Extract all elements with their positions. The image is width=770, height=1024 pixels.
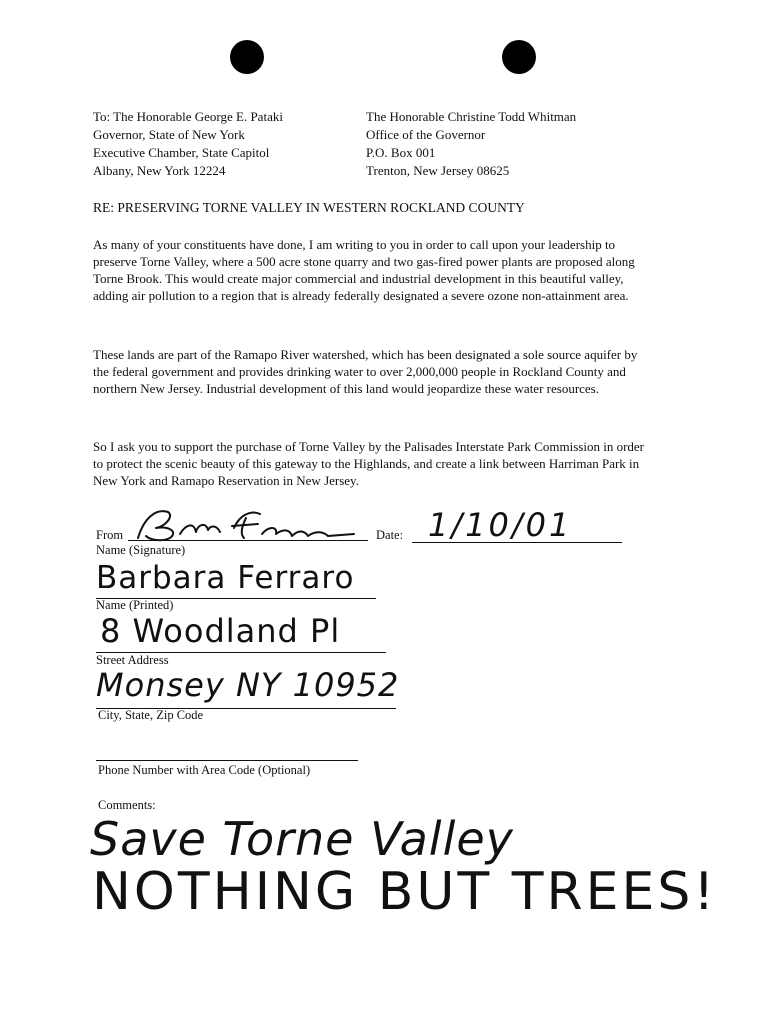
street-address-value: 8 Woodland Pl: [100, 612, 341, 650]
comment-line-2: NOTHING BUT TREES!: [92, 862, 718, 922]
body-paragraph: As many of your constituents have done, I am writing to you in order to call upon your leadership to preserve Torne Valley, where a 500 acre stone quarry and two gas-fired power plants are proposed along Torne Brook. This would create major commercial and industrial development in this beautiful valley, adding air pollution to a region that is already federally designated a severe ozone non-attainment area.: [93, 237, 635, 303]
from-label: From: [96, 528, 124, 542]
phone-line: [96, 760, 358, 761]
date-label: Date:: [376, 528, 404, 542]
address-line: Executive Chamber, State Capitol: [93, 145, 270, 160]
printed-name-label: Name (Printed): [96, 598, 174, 612]
body-paragraph: So I ask you to support the purchase of Torne Valley by the Palisades Interstate Park Commission in order to protect the scenic beauty of this gateway to the Highlands, and create a link between Harriman Park in New York and Ramapo Reservation in New Jersey.: [93, 439, 645, 488]
phone-label: Phone Number with Area Code (Optional): [98, 763, 311, 777]
address-line: Governor, State of New York: [93, 127, 245, 142]
city-state-zip-value: Monsey NY 10952: [96, 666, 400, 704]
address-line: Albany, New York 12224: [93, 163, 226, 178]
subject-line: RE: PRESERVING TORNE VALLEY IN WESTERN ROCKLAND COUNTY: [93, 200, 525, 215]
address-line: Trenton, New Jersey 08625: [366, 163, 510, 178]
punch-hole-left: [230, 40, 264, 74]
body-paragraph: These lands are part of the Ramapo River watershed, which has been designated a sole source aquifer by the federal government and provides drinking water to over 2,000,000 people in Rockland County and northern New Jersey. Industrial development of this land would jeopardize these water resources.: [93, 347, 638, 396]
printed-name-value: Barbara Ferraro: [96, 560, 355, 596]
address-line: To: The Honorable George E. Pataki: [93, 109, 283, 124]
date-line: [412, 542, 622, 543]
comments-label: Comments:: [98, 798, 156, 812]
signature-handwriting: [128, 504, 368, 544]
nj-governor-address: [366, 108, 576, 180]
address-line: P.O. Box 001: [366, 145, 436, 160]
signature-line: [128, 540, 368, 541]
date-value: 1/10/01: [428, 506, 573, 544]
ny-governor-address: [93, 108, 283, 180]
address-line: The Honorable Christine Todd Whitman: [366, 109, 577, 124]
signature-label: Name (Signature): [96, 543, 186, 557]
address-line: Office of the Governor: [366, 127, 486, 142]
punch-hole-right: [502, 40, 536, 74]
street-address-label: Street Address: [96, 653, 169, 667]
comment-line-1: Save Torne Valley: [90, 812, 514, 866]
city-state-zip-label: City, State, Zip Code: [98, 708, 204, 722]
